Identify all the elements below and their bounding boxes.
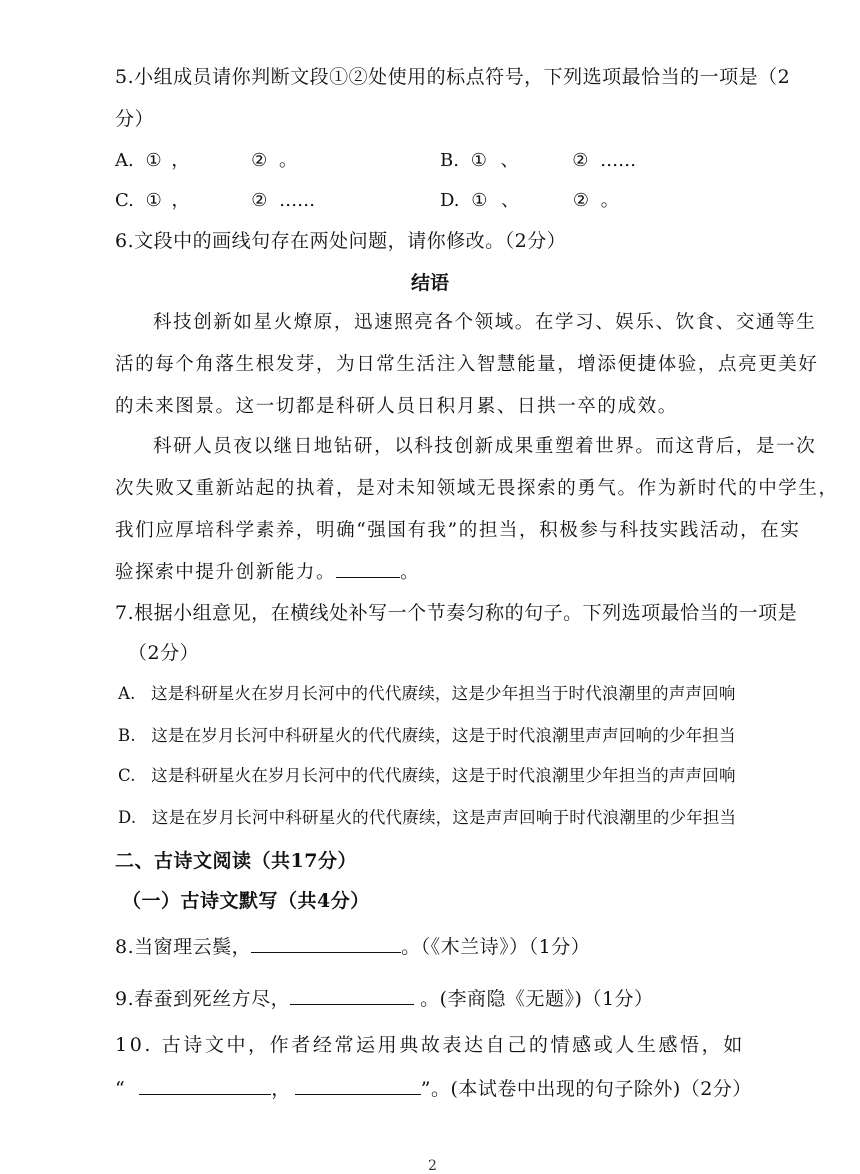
para1-line1: 科技创新如星火燎原，迅速照亮各个领域。在学习、娱乐、饮食、交通等生 [153, 312, 817, 333]
q7-option-b [118, 722, 736, 746]
q5-option-b [440, 146, 636, 172]
option-text: 这是在岁月长河中科研星火的代代赓续，这是声声回响于时代浪潮里的少年担当 [151, 808, 737, 827]
mark-2: ② [572, 190, 589, 211]
mark-1: ① [470, 150, 487, 171]
punct-1: 、 [501, 190, 520, 211]
question-8 [115, 932, 590, 959]
q5-option-d [440, 186, 619, 212]
question-9-prefix: 9.春蚕到死丝方尽， [115, 988, 291, 1010]
para2-line4-text: 验探索中提升创新能力。 [115, 562, 337, 583]
comma: ， [271, 1078, 291, 1100]
punct-2: …… [600, 150, 637, 171]
mark-2: ② [251, 190, 268, 211]
question-9 [115, 984, 654, 1011]
part2-subheading: （一）古诗文默写（共4分） [122, 890, 370, 912]
para2-end-punct: 。 [400, 562, 421, 583]
option-text: 这是在岁月长河中科研星火的代代赓续，这是于时代浪潮里声声回响的少年担当 [151, 726, 736, 745]
question-5-line2: 分） [115, 108, 155, 130]
q7-option-c [118, 762, 736, 786]
fill-in-blank [336, 561, 400, 578]
punct-2: 。 [278, 150, 297, 171]
question-5-line1: 5.小组成员请你判断文段①②处使用的标点符号，下列选项最恰当的一项是（2 [115, 66, 791, 88]
question-6 [115, 226, 566, 253]
answer-blank-2[interactable] [295, 1078, 421, 1095]
para2-line1: 科研人员夜以继日地钻研，以科技创新成果重塑着世界。而这背后，是一次 [153, 436, 817, 457]
mark-2: ② [251, 150, 268, 171]
para2-line3: 我们应厚培科学素养，明确“强国有我”的担当，积极参与科技实践活动，在实 [115, 520, 801, 541]
q7-option-a [118, 680, 736, 704]
para1-line3: 的未来图景。这一切都是科研人员日积月累、日拱一卒的成效。 [115, 396, 678, 417]
question-7-stem: 7.根据小组意见，在横线处补写一个节奏匀称的句子。下列选项最恰当的一项是 [115, 602, 798, 624]
question-5-stem [115, 62, 790, 89]
para2-line2: 次失败又重新站起的执着，是对未知领域无畏探索的勇气。作为新时代的中学生， [115, 478, 839, 499]
mark-1: ① [471, 190, 488, 211]
q7-option-d [118, 804, 736, 828]
answer-blank[interactable] [290, 988, 414, 1005]
q5-option-c [115, 186, 315, 212]
option-label: C. [115, 190, 134, 211]
answer-blank[interactable] [251, 936, 401, 953]
option-text: 这是科研星火在岁月长河中的代代赓续，这是少年担当于时代浪潮里的声声回响 [151, 684, 736, 703]
punct-1: ， [171, 150, 190, 171]
para2-line4 [115, 558, 755, 584]
question-10-suffix: ”。(本试卷中出现的句子除外)（2分） [420, 1078, 752, 1100]
option-label: B. [440, 150, 459, 171]
option-text: 这是科研星火在岁月长河中的代代赓续，这是于时代浪潮里少年担当的声声回响 [151, 766, 736, 785]
option-label: C. [118, 766, 136, 785]
q5-option-a [115, 146, 297, 172]
punct-2: 。 [600, 190, 619, 211]
option-label: D. [118, 808, 137, 827]
mark-2: ② [572, 150, 589, 171]
part2-heading: 二、古诗文阅读（共17分） [115, 850, 357, 872]
open-quote: “ [115, 1078, 126, 1100]
question-8-prefix: 8.当窗理云鬓， [115, 936, 252, 958]
punct-1: 、 [500, 150, 519, 171]
section-title: 结语 [410, 272, 449, 294]
question-7-score: （2分） [128, 642, 200, 664]
answer-blank-1[interactable] [139, 1078, 271, 1095]
punct-2: …… [279, 190, 316, 211]
question-6-text: 6.文段中的画线句存在两处问题，请你修改。（2分） [115, 230, 567, 252]
para1-line2: 活的每个角落生根发芽，为日常生活注入智慧能量，增添便捷体验，点亮更美好 [115, 354, 819, 375]
option-label: B. [118, 726, 136, 745]
question-8-suffix: 。（《木兰诗》）（1分） [401, 936, 591, 958]
question-5-stem-cont [115, 104, 154, 131]
option-label: A. [115, 150, 134, 171]
question-10-stem: 10. 古诗文中，作者经常运用典故表达自己的情感或人生感悟，如 [115, 1034, 745, 1056]
mark-1: ① [145, 190, 162, 211]
option-label: A. [118, 684, 136, 703]
page-number: 2 [428, 1158, 437, 1174]
punct-1: ， [171, 190, 190, 211]
question-9-suffix: 。(李商隐《无题》)（1分） [420, 988, 654, 1010]
option-label: D. [440, 190, 460, 211]
mark-1: ① [145, 150, 162, 171]
question-10-answer-line [115, 1074, 752, 1101]
